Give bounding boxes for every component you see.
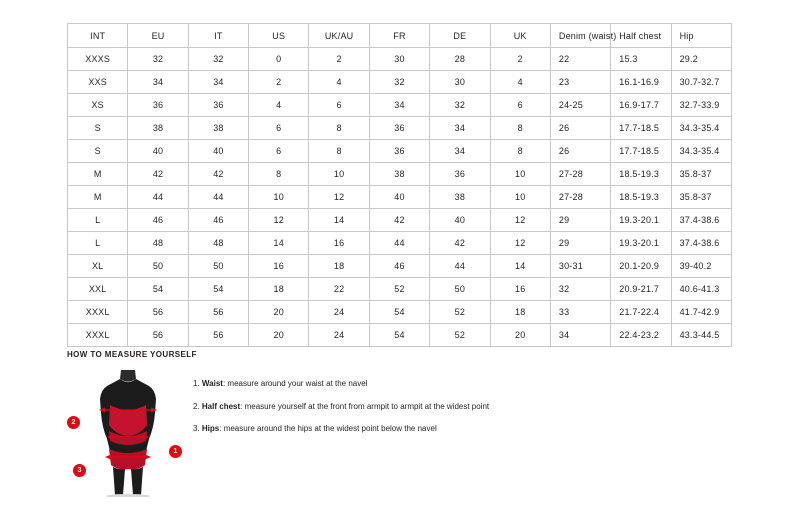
table-cell: 52 <box>430 301 490 324</box>
column-header: DE <box>430 24 490 48</box>
table-cell: 40 <box>188 140 248 163</box>
table-cell: 52 <box>430 324 490 347</box>
table-cell: 29 <box>550 232 610 255</box>
table-cell: 10 <box>490 163 550 186</box>
measure-note <box>193 379 489 389</box>
table-cell: 34.3-35.4 <box>671 140 731 163</box>
table-cell: 38 <box>128 117 188 140</box>
table-cell: 18 <box>249 278 309 301</box>
column-header: UK <box>490 24 550 48</box>
table-cell: 24 <box>309 301 369 324</box>
note-text: : measure yourself at the front from armpit to armpit at the widest point <box>240 401 490 411</box>
table-cell: 17.7-18.5 <box>611 140 671 163</box>
table-cell: 10 <box>490 186 550 209</box>
table-cell: 32 <box>188 48 248 71</box>
note-number: 1. <box>193 379 200 388</box>
column-header: FR <box>369 24 429 48</box>
table-row <box>68 232 732 255</box>
table-header <box>68 24 732 48</box>
table-row <box>68 186 732 209</box>
table-cell: 15.3 <box>611 48 671 71</box>
table-cell: M <box>68 186 128 209</box>
table-cell: 6 <box>309 94 369 117</box>
table-row <box>68 324 732 347</box>
table-cell: 36 <box>369 117 429 140</box>
table-cell: M <box>68 163 128 186</box>
measure-note <box>193 424 489 434</box>
size-conversion-table <box>67 23 732 347</box>
table-cell: S <box>68 117 128 140</box>
table-cell: 18.5-19.3 <box>611 163 671 186</box>
table-cell: 27-28 <box>550 163 610 186</box>
table-cell: 37.4-38.6 <box>671 209 731 232</box>
measure-notes-list <box>187 369 489 447</box>
table-cell: 39-40.2 <box>671 255 731 278</box>
table-cell: XL <box>68 255 128 278</box>
table-cell: 24 <box>309 324 369 347</box>
table-cell: 14 <box>249 232 309 255</box>
table-cell: 30 <box>369 48 429 71</box>
table-cell: 32.7-33.9 <box>671 94 731 117</box>
table-cell: 26 <box>550 117 610 140</box>
table-cell: 34 <box>128 71 188 94</box>
table-cell: 48 <box>128 232 188 255</box>
table-cell: L <box>68 232 128 255</box>
table-cell: 12 <box>249 209 309 232</box>
table-cell: 23 <box>550 71 610 94</box>
table-cell: 16 <box>490 278 550 301</box>
mannequin-illustration <box>85 369 171 497</box>
table-cell: 32 <box>550 278 610 301</box>
table-cell: 40 <box>430 209 490 232</box>
table-cell: 16.1-16.9 <box>611 71 671 94</box>
table-cell: 27-28 <box>550 186 610 209</box>
table-cell: 19.3-20.1 <box>611 232 671 255</box>
table-cell: 20 <box>490 324 550 347</box>
table-cell: 8 <box>309 140 369 163</box>
table-row <box>68 163 732 186</box>
table-cell: 20.1-20.9 <box>611 255 671 278</box>
table-cell: 44 <box>128 186 188 209</box>
column-header: UK/AU <box>309 24 369 48</box>
table-cell: 46 <box>188 209 248 232</box>
table-cell: 28 <box>430 48 490 71</box>
table-cell: 8 <box>249 163 309 186</box>
table-cell: 48 <box>188 232 248 255</box>
table-cell: 46 <box>128 209 188 232</box>
table-cell: 34.3-35.4 <box>671 117 731 140</box>
table-cell: 8 <box>490 140 550 163</box>
table-cell: 21.7-22.4 <box>611 301 671 324</box>
table-cell: 44 <box>369 232 429 255</box>
table-cell: 22.4-23.2 <box>611 324 671 347</box>
table-cell: 30 <box>430 71 490 94</box>
table-cell: 14 <box>490 255 550 278</box>
table-cell: 16.9-17.7 <box>611 94 671 117</box>
table-cell: 40 <box>128 140 188 163</box>
marker-half-chest: 2 <box>67 416 80 429</box>
mannequin-figure-container <box>67 369 187 499</box>
table-row <box>68 278 732 301</box>
table-cell: 8 <box>309 117 369 140</box>
table-row <box>68 94 732 117</box>
measure-body <box>67 369 732 499</box>
table-row <box>68 209 732 232</box>
table-cell: 24-25 <box>550 94 610 117</box>
note-text: : measure around your waist at the navel <box>222 379 368 388</box>
table-cell: XXS <box>68 71 128 94</box>
section-title: HOW TO MEASURE YOURSELF <box>67 350 197 359</box>
table-cell: XXXS <box>68 48 128 71</box>
table-cell: 36 <box>369 140 429 163</box>
column-header: Denim (waist) <box>550 24 610 48</box>
note-term: Hips <box>201 424 220 434</box>
table-row <box>68 140 732 163</box>
table-cell: 16 <box>309 232 369 255</box>
table-cell: XS <box>68 94 128 117</box>
table-cell: 50 <box>430 278 490 301</box>
table-cell: 54 <box>128 278 188 301</box>
table-cell: 34 <box>188 71 248 94</box>
table-cell: 12 <box>309 186 369 209</box>
table-cell: 54 <box>369 324 429 347</box>
marker-waist: 1 <box>169 445 182 458</box>
table-cell: S <box>68 140 128 163</box>
table-cell: 52 <box>369 278 429 301</box>
table-cell: 54 <box>188 278 248 301</box>
table-row <box>68 71 732 94</box>
table-cell: 42 <box>369 209 429 232</box>
table-cell: 22 <box>550 48 610 71</box>
table-cell: 42 <box>188 163 248 186</box>
table-cell: 20 <box>249 324 309 347</box>
table-cell: 42 <box>430 232 490 255</box>
table-cell: L <box>68 209 128 232</box>
table-cell: 32 <box>430 94 490 117</box>
note-number: 2. <box>193 401 200 411</box>
column-header: EU <box>128 24 188 48</box>
table-cell: 30.7-32.7 <box>671 71 731 94</box>
table-cell: 12 <box>490 232 550 255</box>
table-cell: 14 <box>309 209 369 232</box>
table-cell: 19.3-20.1 <box>611 209 671 232</box>
column-header: Hip <box>671 24 731 48</box>
table-cell: 34 <box>430 140 490 163</box>
table-cell: 2 <box>490 48 550 71</box>
table-cell: 46 <box>369 255 429 278</box>
table-cell: 36 <box>128 94 188 117</box>
note-term: Half chest <box>201 401 241 411</box>
table-cell: 38 <box>188 117 248 140</box>
table-cell: 4 <box>249 94 309 117</box>
table-cell: 54 <box>369 301 429 324</box>
measure-note <box>193 402 489 412</box>
table-cell: 0 <box>249 48 309 71</box>
table-cell: 18 <box>490 301 550 324</box>
table-cell: 22 <box>309 278 369 301</box>
table-cell: 38 <box>430 186 490 209</box>
table-cell: 43.3-44.5 <box>671 324 731 347</box>
table-cell: 17.7-18.5 <box>611 117 671 140</box>
table-cell: 38 <box>369 163 429 186</box>
table-cell: XXXL <box>68 301 128 324</box>
column-header: IT <box>188 24 248 48</box>
marker-hips: 3 <box>73 464 86 477</box>
table-cell: 36 <box>188 94 248 117</box>
table-cell: 56 <box>128 301 188 324</box>
table-cell: 29 <box>550 209 610 232</box>
table-cell: 40.6-41.3 <box>671 278 731 301</box>
table-cell: 18.5-19.3 <box>611 186 671 209</box>
table-cell: 18 <box>309 255 369 278</box>
table-cell: XXXL <box>68 324 128 347</box>
table-cell: 44 <box>188 186 248 209</box>
table-cell: 37.4-38.6 <box>671 232 731 255</box>
table-cell: 56 <box>188 324 248 347</box>
table-cell: 44 <box>430 255 490 278</box>
note-number: 3. <box>193 424 200 434</box>
table-cell: 6 <box>249 117 309 140</box>
table-cell: 32 <box>369 71 429 94</box>
table-cell: 10 <box>309 163 369 186</box>
table-cell: 33 <box>550 301 610 324</box>
table-cell: 41.7-42.9 <box>671 301 731 324</box>
column-header: Half chest <box>611 24 671 48</box>
table-cell: 35.8-37 <box>671 163 731 186</box>
table-row <box>68 48 732 71</box>
how-to-measure-section <box>67 350 732 499</box>
table-cell: 56 <box>188 301 248 324</box>
table-cell: 2 <box>249 71 309 94</box>
table-cell: 50 <box>128 255 188 278</box>
table-cell: 6 <box>249 140 309 163</box>
table-header-row <box>68 24 732 48</box>
table-cell: 10 <box>249 186 309 209</box>
table-cell: 34 <box>430 117 490 140</box>
table-cell: 26 <box>550 140 610 163</box>
table-cell: 30-31 <box>550 255 610 278</box>
table-row <box>68 117 732 140</box>
table-cell: 42 <box>128 163 188 186</box>
table-cell: 32 <box>128 48 188 71</box>
table-cell: 6 <box>490 94 550 117</box>
column-header: INT <box>68 24 128 48</box>
table-row <box>68 301 732 324</box>
table-cell: 16 <box>249 255 309 278</box>
column-header: US <box>249 24 309 48</box>
table-cell: 34 <box>369 94 429 117</box>
table-body <box>68 48 732 347</box>
table-cell: 40 <box>369 186 429 209</box>
table-cell: 8 <box>490 117 550 140</box>
table-cell: 56 <box>128 324 188 347</box>
table-cell: 4 <box>309 71 369 94</box>
table-cell: XXL <box>68 278 128 301</box>
table-cell: 12 <box>490 209 550 232</box>
table-cell: 29.2 <box>671 48 731 71</box>
table-cell: 2 <box>309 48 369 71</box>
table-cell: 4 <box>490 71 550 94</box>
table-cell: 36 <box>430 163 490 186</box>
note-term: Waist <box>201 379 223 388</box>
table-cell: 34 <box>550 324 610 347</box>
table-cell: 20 <box>249 301 309 324</box>
table-row <box>68 255 732 278</box>
table-cell: 35.8-37 <box>671 186 731 209</box>
table-cell: 20.9-21.7 <box>611 278 671 301</box>
note-text: : measure around the hips at the widest point below the navel <box>219 424 437 434</box>
table-cell: 50 <box>188 255 248 278</box>
size-table-container <box>67 23 732 347</box>
